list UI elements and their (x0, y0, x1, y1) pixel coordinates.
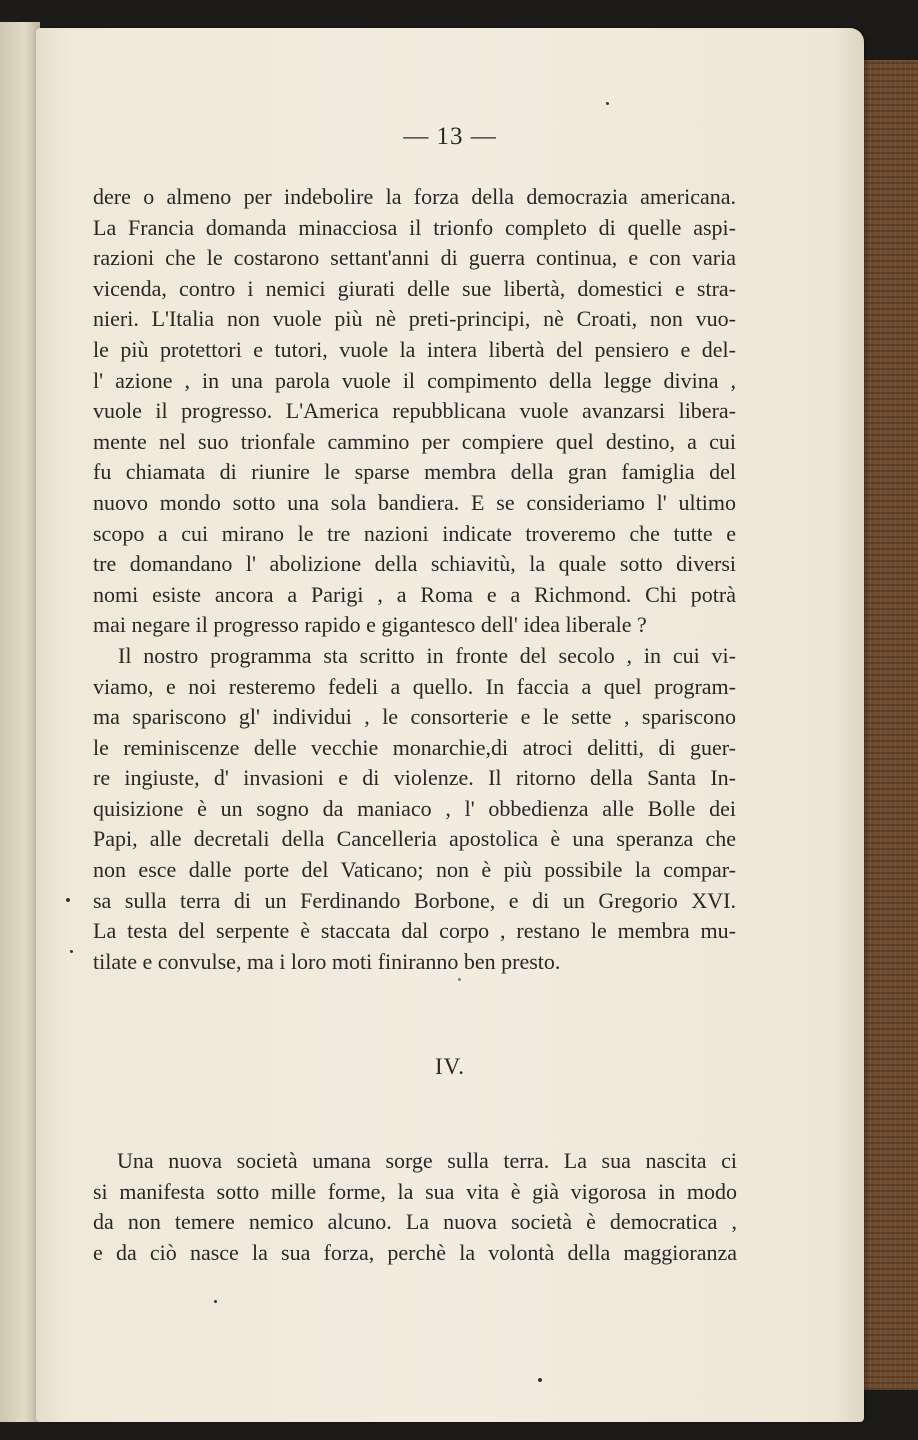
book-cover-edge (860, 60, 918, 1390)
text-line: La testa del serpente è staccata dal corpo , restano le membra mu- (93, 918, 736, 944)
text-line: scopo a cui mirano le tre nazioni indicate troveremo che tutte e (93, 520, 736, 546)
text-line: razioni che le costarono settant'anni di guerra continua, e con varia (93, 245, 736, 271)
text-line: non esce dalle porte del Vaticano; non è più possibile la compar- (93, 857, 736, 883)
text-line: Una nuova società umana sorge sulla terra. La sua nascita ci (117, 1148, 737, 1173)
text-line: La Francia domanda minacciosa il trionfo completo di quelle aspi- (93, 214, 736, 240)
text-line: re ingiuste, d' invasioni e di violenze. Il ritorno della Santa In- (93, 765, 736, 791)
text-line: sa sulla terra di un Ferdinando Borbone, e di un Gregorio XVI. (93, 887, 736, 913)
text-line: tre domandano l' abolizione della schiavitù, la quale sotto diversi (93, 551, 736, 577)
text-line: mente nel suo trionfale cammino per compiere quel destino, a cui (93, 428, 736, 454)
text-line: l' azione , in una parola vuole il compimento della legge divina , (93, 367, 736, 393)
paper-speck (66, 898, 70, 902)
body-text-bottom (93, 1146, 737, 1268)
book-page (36, 28, 864, 1422)
text-line: e da ciò nasce la sua forza, perchè la volontà della maggioranza (93, 1239, 737, 1265)
text-line: vuole il progresso. L'America repubblicana vuole avanzarsi libera- (93, 398, 736, 424)
text-line: nomi esiste ancora a Parigi , a Roma e a Richmond. Chi potrà (93, 581, 736, 607)
text-line: tilate e convulse, ma i loro moti finiranno ben presto. (93, 948, 561, 974)
page-number: — 13 — (403, 123, 497, 150)
text-line: si manifesta sotto mille forme, la sua vita è già vigorosa in modo (93, 1178, 737, 1204)
text-line: fu chiamata di riunire le sparse membra della gran famiglia del (93, 459, 736, 485)
paper-speck (70, 950, 73, 953)
text-line: mai negare il progresso rapido e gigantesco dell' idea liberale ? (93, 612, 647, 638)
paper-speck (458, 978, 461, 981)
text-line: nuovo mondo sotto una sola bandiera. E se consideriamo l' ultimo (93, 489, 736, 515)
text-line: dere o almeno per indebolire la forza della democrazia americana. (93, 184, 736, 209)
section-heading: IV. (434, 1054, 466, 1079)
paper-speck (606, 102, 609, 105)
text-line: quisizione è un sogno da maniaco , l' obbedienza alle Bolle dei (93, 795, 736, 821)
text-line: da non temere nemico alcuno. La nuova società è democratica , (93, 1209, 737, 1235)
text-line: nieri. L'Italia non vuole più nè preti-principi, nè Croati, non vuo- (93, 306, 736, 332)
paper-speck (538, 1378, 542, 1382)
facing-page-edge (0, 22, 40, 1422)
text-line: le reminiscenze delle vecchie monarchie,di atroci delitti, di guer- (93, 734, 736, 760)
paper-speck (214, 1300, 217, 1303)
text-line: ma spariscono gl' individui , le consorterie e le sette , spariscono (93, 704, 736, 730)
text-line: Il nostro programma sta scritto in fronte del secolo , in cui vi- (118, 642, 736, 668)
text-line: Papi, alle decretali della Cancelleria apostolica è una speranza che (93, 826, 736, 852)
text-line: vicenda, contro i nemici giurati delle sue libertà, domestici e stra- (93, 275, 736, 301)
body-text-top (93, 182, 736, 977)
text-line: viamo, e noi resteremo fedeli a quello. In faccia a quel program- (93, 673, 736, 699)
text-line: le più protettori e tutori, vuole la intera libertà del pensiero e del- (93, 336, 736, 362)
